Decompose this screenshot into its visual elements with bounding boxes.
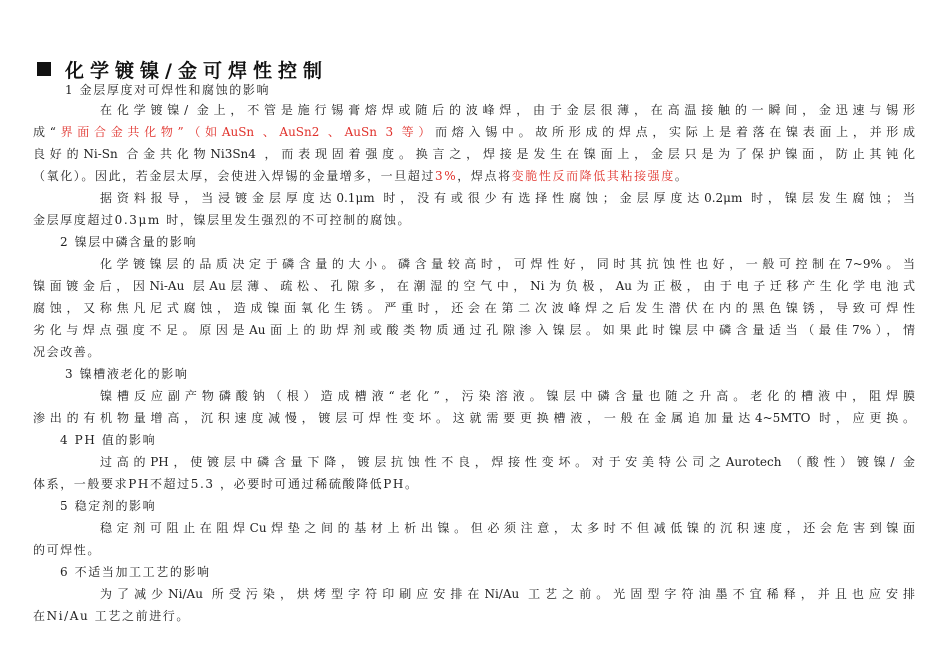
text-span: 。 [674, 169, 689, 183]
paragraph-line: 况会改善。 [33, 345, 102, 359]
paragraph-line: 过高的PH，使镀层中磷含量下降，镀层抗蚀性不良，焊接性变坏。对于安美特公司之Aurotech （酸性）镀镍/ 金 [100, 455, 915, 469]
paragraph-line: 在Ni/Au 工艺之前进行。 [33, 609, 190, 623]
paragraph-line: 体系，一般要求PH不超过5.3 ，必要时可通过稀硫酸降低PH。 [33, 477, 419, 491]
text-span: 而熔入锡中。故所形成的焊点，实际上是着落在镍表面上，并形成 [435, 125, 915, 139]
square-bullet-icon [37, 62, 51, 76]
section-heading: 4 PH 值的影响 [60, 433, 157, 447]
paragraph-line: 在化学镀镍/ 金上，不管是施行锡膏熔焊或随后的波峰焊，由于金层很薄，在高温接触的一瞬间，金迅速与锡形 [100, 103, 915, 117]
paragraph-line: 金层厚度超过0.3μm 时，镍层里发生强烈的不可控制的腐蚀。 [33, 213, 412, 227]
paragraph-line: 镍槽反应副产物磷酸钠（根）造成槽液“老化”，污染溶液。镍层中磷含量也随之升高。老化的槽液中，阻焊膜 [100, 389, 915, 403]
paragraph-line: 稳定剂可阻止在阻焊Cu焊垫之间的基材上析出镍。但必须注意，太多时不但减低镍的沉积速度，还会危害到镍面 [100, 521, 915, 535]
highlighted-text: 变脆性反而降低其粘接强度 [511, 169, 675, 183]
paragraph-line [33, 166, 688, 186]
highlighted-text: 界面合金共化物”（如AuSn 、AuSn2 、AuSn 3 等） [55, 125, 436, 139]
paragraph-line: 化学镀镍层的品质决定于磷含量的大小。磷含量较高时，可焊性好，同时其抗蚀性也好，一般可控制在7~9%。当 [100, 257, 915, 271]
paragraph-line: 镍面镀金后，因Ni-Au 层Au层薄、疏松、孔隙多，在潮湿的空气中，Ni为负极，Au为正极，由于电子迁移产生化学电池式 [33, 279, 915, 293]
text-span: ，焊点将 [457, 169, 512, 183]
paragraph-line: 良好的Ni-Sn 合金共化物Ni3Sn4 ，而表现固着强度。换言之，焊接是发生在镍面上，金层只是为了保护镍面，防止其钝化 [33, 147, 915, 161]
section-heading: 1 金层厚度对可焊性和腐蚀的影响 [65, 83, 271, 97]
paragraph-line: 腐蚀，又称焦凡尼式腐蚀，造成镍面氧化生锈。严重时，还会在第二次波峰焊之后发生潜伏在内的黑色镍锈，导致可焊性 [33, 301, 915, 315]
section-heading: 3 镍槽液老化的影响 [65, 367, 189, 381]
paragraph-line: 渗出的有机物量增高，沉积速度减慢，镀层可焊性变坏。这就需要更换槽液，一般在金属追加量达4~5MTO 时，应更换。 [33, 411, 915, 425]
section-heading: 2 镍层中磷含量的影响 [60, 235, 198, 249]
paragraph-line [33, 122, 915, 142]
paragraph-line: 为了减少Ni/Au 所受污染，烘烤型字符印刷应安排在Ni/Au 工艺之前。光固型字符油墨不宜稀释，并且也应安排 [100, 587, 915, 601]
highlighted-text: 3% [435, 169, 458, 183]
text-span: 成“ [33, 125, 56, 139]
paragraph-line: 据资料报导，当浸镀金层厚度达0.1μm 时，没有或很少有选择性腐蚀；金层厚度达0.2μm 时，镍层发生腐蚀；当 [100, 191, 916, 205]
page-title [37, 56, 328, 83]
title-text: 化学镀镍/金可焊性控制 [65, 60, 328, 82]
paragraph-line: 劣化与焊点强度不足。原因是Au面上的助焊剂或酸类物质通过孔隙渗入镍层。如果此时镍层中磷含量适当（最佳7%），情 [33, 323, 915, 337]
section-heading: 5 稳定剂的影响 [60, 499, 157, 513]
paragraph-line: 的可焊性。 [33, 543, 102, 557]
text-span: （氧化）。因此，若金层太厚，会使进入焊锡的金量增多，一旦超过 [33, 169, 436, 183]
section-heading: 6 不适当加工工艺的影响 [60, 565, 211, 579]
